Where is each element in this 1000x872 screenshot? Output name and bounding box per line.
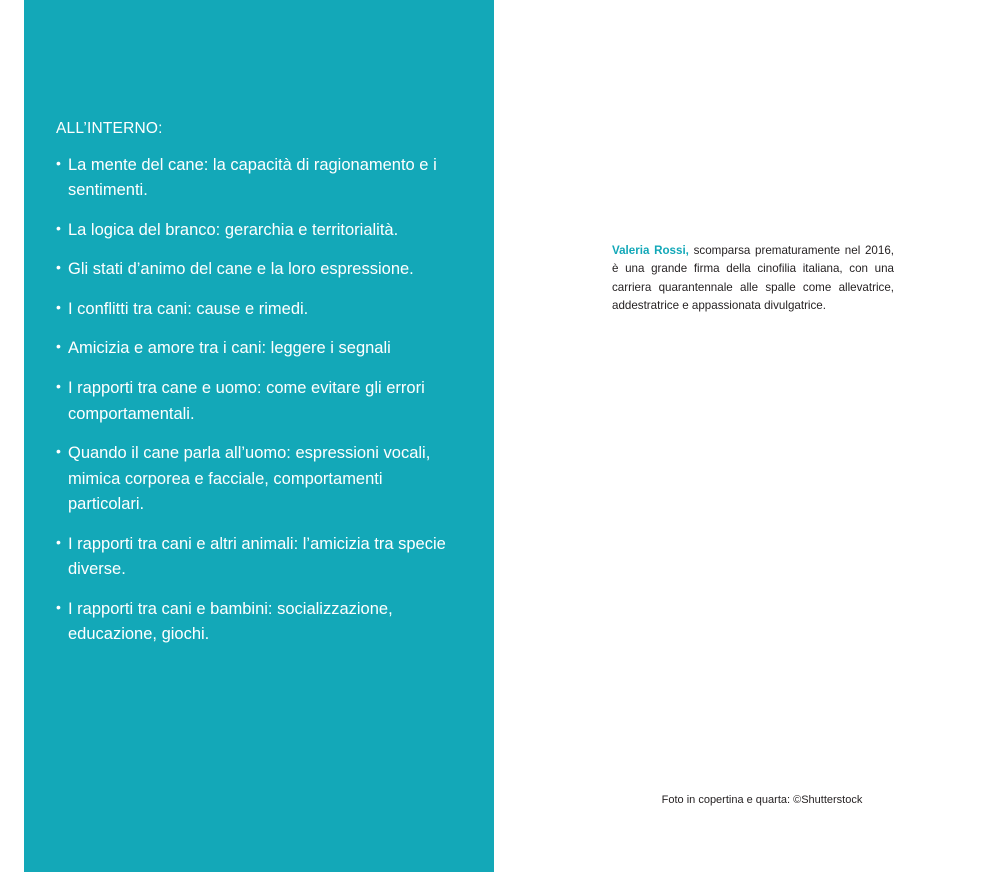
list-item: • I conflitti tra cani: cause e rimedi.	[56, 297, 456, 323]
photo-credit: Foto in copertina e quarta: ©Shutterstock	[661, 794, 863, 806]
list-item: • La logica del branco: gerarchia e territorialità.	[56, 218, 456, 244]
inside-contents-block	[56, 120, 456, 662]
author-bio	[612, 242, 894, 315]
teal-panel	[24, 0, 494, 872]
inside-list	[56, 153, 456, 648]
list-item: • Quando il cane parla all’uomo: espressioni vocali, mimica corporea e facciale, comportamenti particolari.	[56, 441, 456, 518]
list-item: • Amicizia e amore tra i cani: leggere i segnali	[56, 336, 456, 362]
author-bio-text: scomparsa prematuramente nel 2016, è una grande firma della cinofilia italiana, con una carriera quarantennale alle spalle come allevatrice, addestratrice e appassionata divulgatrice.	[612, 244, 895, 312]
list-item: • I rapporti tra cane e uomo: come evitare gli errori comportamentali.	[56, 376, 456, 427]
list-item: • I rapporti tra cani e altri animali: l’amicizia tra specie diverse.	[56, 532, 456, 583]
list-item: • Gli stati d’animo del cane e la loro espressione.	[56, 257, 456, 283]
inside-heading: ALL’INTERNO:	[56, 120, 163, 137]
author-name: Valeria Rossi,	[612, 244, 689, 257]
list-item: • La mente del cane: la capacità di ragionamento e i sentimenti.	[56, 153, 456, 204]
list-item: • I rapporti tra cani e bambini: socializzazione, educazione, giochi.	[56, 597, 456, 648]
